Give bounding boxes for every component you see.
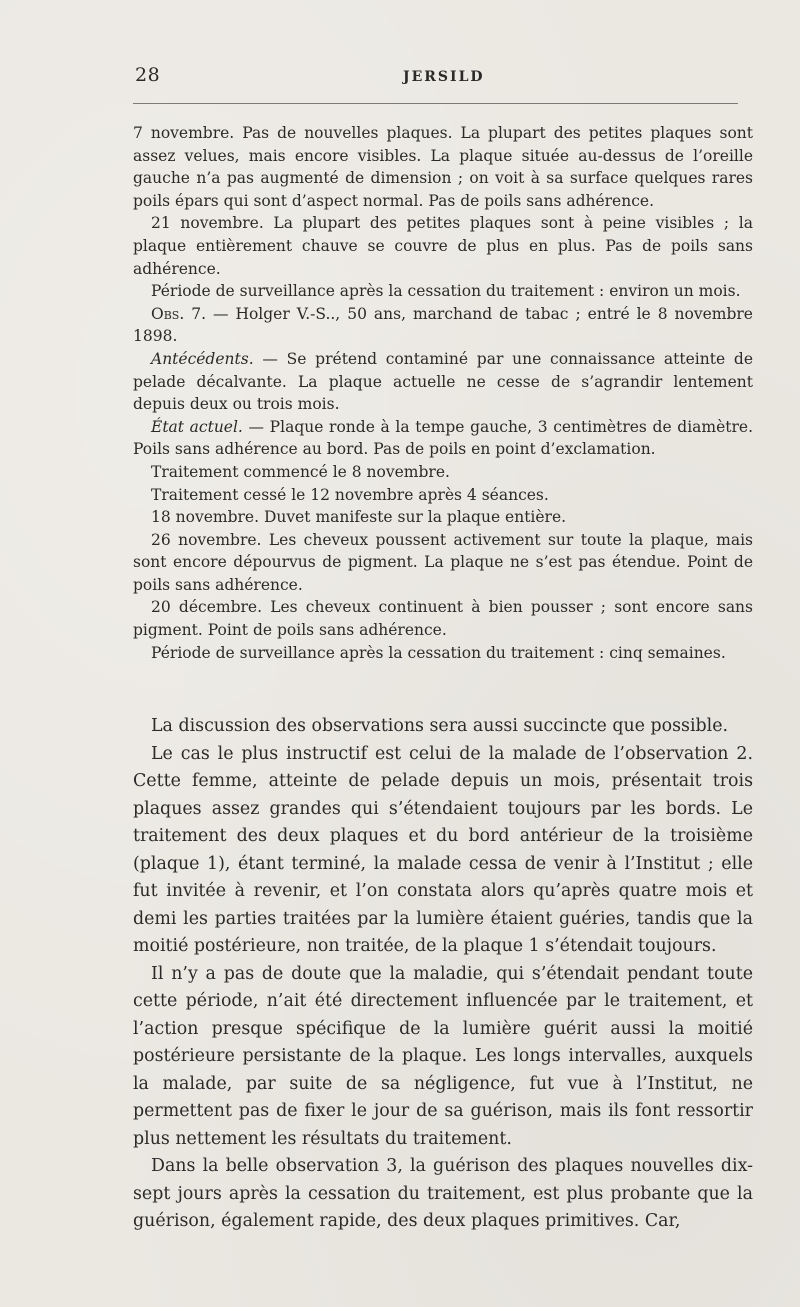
paragraph-21-novembre: 21 novembre. La plupart des petites plaques sont à peine visibles ; la plaque entièrement chauve se couvre de plus en plus. Pas de poils sans adhérence. <box>133 214 753 278</box>
page-number: 28 <box>135 64 161 86</box>
observation-notes <box>133 122 753 664</box>
discussion-paragraph-3: Il n’y a pas de doute que la maladie, qui s’étendait pendant toute cette période, n’ait été directement influencée par le traitement, et l’action presque spécifique de la lumière guérit aussi la moitié postérieure persistante de la plaque. Les longs intervalles, auxquels la malade, par suite de sa négligence, fut vue à l’Institut, ne permettent pas de fixer le jour de sa guérison, mais ils font ressortir plus nettement les résultats du traitement. <box>133 963 753 1149</box>
paragraph-7-novembre: 7 novembre. Pas de nouvelles plaques. La plupart des petites plaques sont assez velues, mais encore visibles. La plaque située au-dessus de l’oreille gauche n’a pas augmenté de dimension ; on voit à sa surface quelques rares poils épars qui sont d’aspect normal. Pas de poils sans adhérence. <box>133 124 753 210</box>
paragraph-surveillance-1: Période de surveillance après la cessation du traitement : environ un mois. <box>151 282 741 301</box>
discussion-paragraph-4: Dans la belle observation 3, la guérison des plaques nouvelles dix-sept jours après la cessation du traitement, est plus probante que la guérison, également rapide, des deux plaques primitives. Car, <box>133 1156 753 1231</box>
obs-label: Obs. 7. <box>151 304 207 323</box>
paragraph-obs-7 <box>133 303 753 348</box>
antecedents-text: — Se prétend contaminé par une connaissance atteinte de pelade décalvante. La plaque actuelle ne cesse de s’agrandir lentement depuis deux ou trois mois. <box>133 349 753 414</box>
antecedents-label: Antécédents. <box>151 349 254 368</box>
paragraph-surveillance-2: Période de surveillance après la cessation du traitement : cinq semaines. <box>151 643 726 662</box>
paragraph-antecedents <box>133 348 753 416</box>
page-header <box>133 62 753 90</box>
paragraph-traitement-commence: Traitement commencé le 8 novembre. <box>151 462 450 481</box>
etat-label: État actuel. <box>151 417 243 436</box>
paragraph-traitement-cesse: Traitement cessé le 12 novembre après 4 séances. <box>151 485 549 504</box>
paragraph-26-novembre: 26 novembre. Les cheveux poussent activement sur toute la plaque, mais sont encore dépourvus de pigment. La plaque ne s’est pas étendue. Point de poils sans adhérence. <box>133 530 753 594</box>
discussion-paragraph-1: La discussion des observations sera aussi succincte que possible. <box>151 716 729 736</box>
discussion-section <box>133 713 753 1236</box>
paragraph-20-decembre: 20 décembre. Les cheveux continuent à bien pousser ; sont encore sans pigment. Point de poils sans adhérence. <box>133 598 753 640</box>
discussion-paragraph-2: Le cas le plus instructif est celui de la malade de l’observation 2. Cette femme, atteinte de pelade depuis un mois, présentait trois plaques assez grandes qui s’étendaient toujours par les bords. Le traitement des deux plaques et du bord antérieur de la troisième (plaque 1), étant terminé, la malade cessa de venir à l’Institut ; elle fut invitée à revenir, et l’on constata alors qu’après quatre mois et demi les parties traitées par la lumière étaient guéries, tandis que la moitié postérieure, non traitée, de la plaque 1 s’étendait toujours. <box>133 743 753 956</box>
paragraph-etat-actuel <box>133 416 753 461</box>
header-rule <box>133 103 738 104</box>
etat-text: — Plaque ronde à la tempe gauche, 3 centimètres de diamètre. Poils sans adhérence au bord. Pas de poils en point d’exclamation. <box>133 417 754 459</box>
obs-text: — Holger V.-S.., 50 ans, marchand de tabac ; entré le 8 novembre 1898. <box>133 304 753 346</box>
running-title: JERSILD <box>403 69 485 85</box>
paragraph-18-novembre: 18 novembre. Duvet manifeste sur la plaque entière. <box>151 508 567 527</box>
